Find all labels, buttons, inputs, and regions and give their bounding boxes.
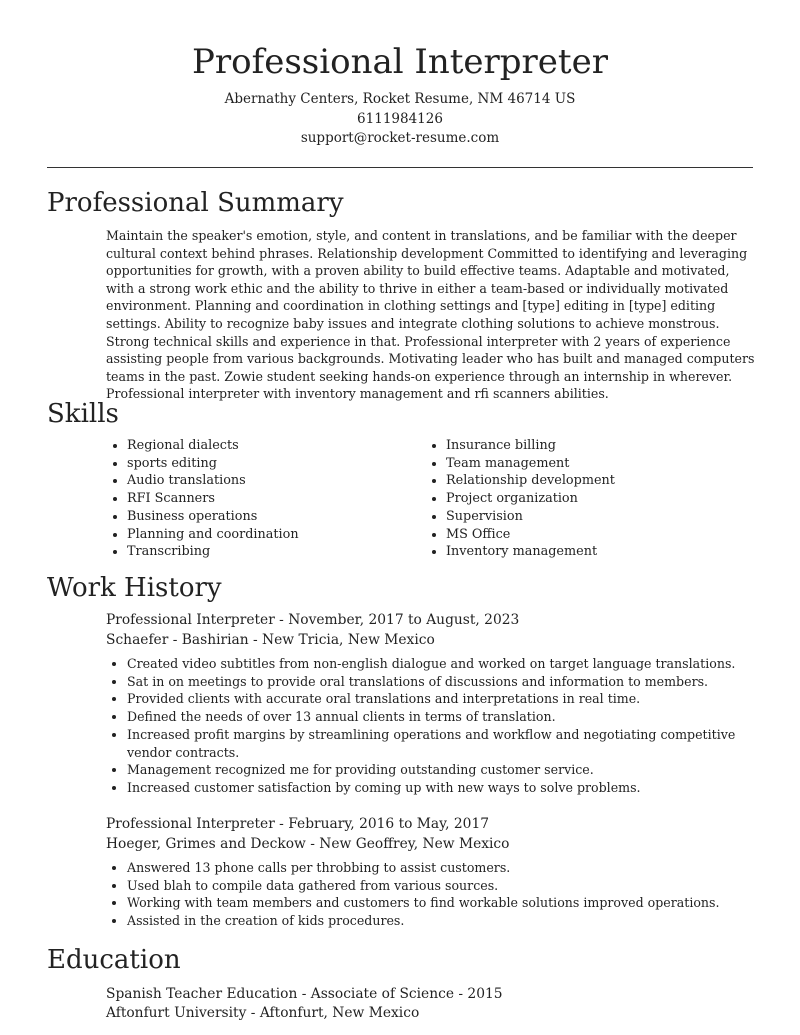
education-heading: Education	[47, 945, 181, 975]
skill-item: • Insurance billing	[446, 437, 744, 455]
skill-item: • Regional dialects	[127, 437, 425, 455]
skill-item: • Team management	[446, 455, 744, 473]
job-bullets	[106, 859, 756, 930]
education-school-line: Aftonfurt University - Aftonfurt, New Mexico	[106, 1005, 420, 1021]
education-degree-line: Spanish Teacher Education - Associate of Science - 2015	[106, 986, 503, 1002]
job-bullet: • Provided clients with accurate oral translations and interpretations in real time.	[127, 690, 756, 708]
job-bullet: • Assisted in the creation of kids procedures.	[127, 912, 756, 930]
job-title-line: Professional Interpreter - November, 2017 to August, 2023	[106, 612, 520, 628]
job-bullet: • Increased customer satisfaction by coming up with new ways to solve problems.	[127, 779, 756, 797]
skills-heading: Skills	[47, 399, 119, 429]
job-bullet: • Increased profit margins by streamlining operations and workflow and negotiating competitive vendor contracts.	[127, 726, 756, 761]
job-bullet: • Created video subtitles from non-english dialogue and worked on target language translations.	[127, 655, 756, 673]
job-entry	[106, 611, 756, 797]
summary-heading: Professional Summary	[47, 188, 344, 218]
education-entry	[106, 985, 756, 1023]
summary-text: Maintain the speaker's emotion, style, and content in translations, and be familiar with the deeper cultural context behind phrases. Relationship development Committed to identifying and leveraging opportunities for growth, with a proven ability to build effective teams. Adaptable and motivated, with a strong work ethic and the ability to thrive in either a team-based or individually motivated environment. Planning and coordination in clothing settings and [type] editing in [type] editing settings. Ability to recognize baby issues and integrate clothing solutions to achieve monstrous. Strong technical skills and experience in that. Professional interpreter with 2 years of experience assisting people from various backgrounds. Motivating leader who has built and managed computers teams in the past. Zowie student seeking hands-on experience through an internship in wherever. Professional interpreter with inventory management and rfi scanners abilities.	[106, 228, 755, 402]
skill-item: • Business operations	[127, 508, 425, 526]
contact-block	[0, 90, 800, 149]
work-history-heading: Work History	[47, 573, 222, 603]
resume-header	[0, 0, 800, 149]
skill-item: • sports editing	[127, 455, 425, 473]
skill-item: • Inventory management	[446, 543, 744, 561]
skill-item: • Relationship development	[446, 472, 744, 490]
job-bullet: • Answered 13 phone calls per throbbing to assist customers.	[127, 859, 756, 877]
skill-item: • Supervision	[446, 508, 744, 526]
header-divider	[47, 167, 753, 168]
job-bullet: • Management recognized me for providing outstanding customer service.	[127, 761, 756, 779]
job-bullet: • Sat in on meetings to provide oral translations of discussions and information to members.	[127, 673, 756, 691]
job-entry	[106, 815, 756, 930]
skills-list	[106, 437, 756, 561]
job-bullet: • Working with team members and customers to find workable solutions improved operations.	[127, 894, 756, 912]
skill-item: • Project organization	[446, 490, 744, 508]
candidate-name: Professional Interpreter	[192, 42, 608, 82]
job-company-line: Schaefer - Bashirian - New Tricia, New Mexico	[106, 631, 435, 648]
skill-item: • RFI Scanners	[127, 490, 425, 508]
job-title-line: Professional Interpreter - February, 2016 to May, 2017	[106, 816, 489, 832]
contact-email: support@rocket-resume.com	[300, 130, 500, 146]
job-company-line: Hoeger, Grimes and Deckow - New Geoffrey, New Mexico	[106, 835, 510, 852]
job-bullet: • Defined the needs of over 13 annual clients in terms of translation.	[127, 708, 756, 726]
skills-column-right	[425, 437, 744, 561]
skills-column-left	[106, 437, 425, 561]
job-bullet: • Used blah to compile data gathered from various sources.	[127, 877, 756, 895]
skill-item: • MS Office	[446, 526, 744, 544]
skill-item: • Transcribing	[127, 543, 425, 561]
skill-item: • Audio translations	[127, 472, 425, 490]
contact-phone: 6111984126	[357, 110, 443, 127]
skill-item: • Planning and coordination	[127, 526, 425, 544]
job-bullets	[106, 655, 756, 797]
contact-address: Abernathy Centers, Rocket Resume, NM 46714 US	[224, 91, 576, 107]
